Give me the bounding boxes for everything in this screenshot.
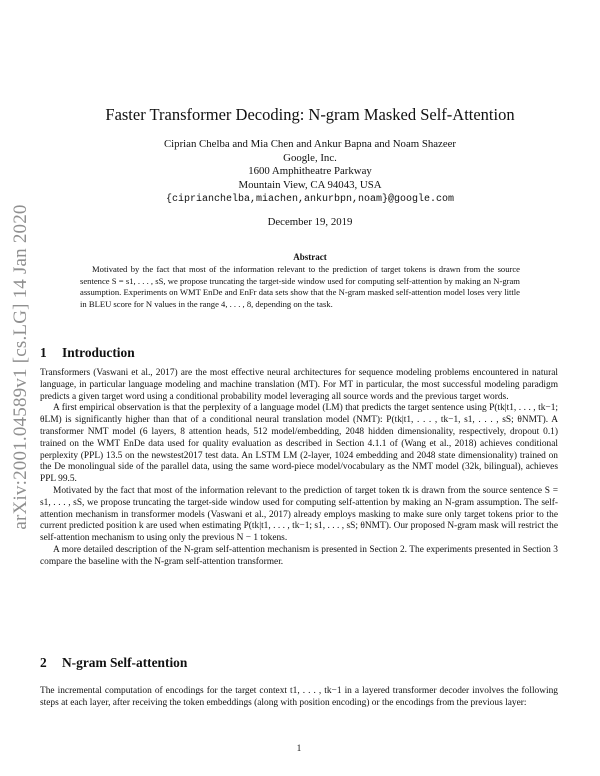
section-number: 1: [40, 345, 47, 360]
abstract-text: Motivated by the fact that most of the information relevant to the prediction of target tokens is drawn from the source sentence S = s1, . . . , sS, we propose truncating the target-side window used for computing self-attention by making an N-gram assumption. Experiments on WMT EnDe and EnFr data sets show that the N-gram masked self-attention model loses very little in BLEU score for N values in the range 4, . . . , 8, depending on the task.: [80, 264, 520, 309]
author-emails: {ciprianchelba,miachen,ankurbpn,noam}@google.com: [165, 193, 455, 205]
section-2-heading: [40, 655, 187, 671]
section-1-body: [40, 368, 558, 569]
section-title: Introduction: [62, 345, 135, 360]
author-address-line-2: Mountain View, CA 94043, USA: [238, 179, 382, 192]
arxiv-identifier-stamp: [8, 192, 34, 542]
author-block: [40, 138, 580, 207]
author-affiliation: Google, Inc.: [283, 151, 337, 164]
author-address-line-1: 1600 Amphitheatre Parkway: [248, 165, 372, 178]
paper-title: Faster Transformer Decoding: N-gram Masked Self-Attention: [105, 105, 515, 124]
section-number: 2: [40, 655, 47, 670]
paragraph: A first empirical observation is that the perplexity of a language model (LM) that predicts the target sentence using P(tk|t1, . . . , tk−1; θLM) is significantly higher than that of a conditional neural translation model (NMT): P(tk|t1, . . . , tk−1, s1, . . . , sS; θNMT). A transformer NMT model (6 layers, 8 attention heads, 512 model/embedding, 2048 hidden dimensionality, respectively, dropout 0.1) trained on the WMT EnDe data used for quality evaluation as described in Section 4.1.1 of (Wang et al., 2018) achieves conditional perplexity (PPL) 13.5 on the newstest2017 test data. An LSTM LM (2-layer, 1024 embedding and 2048 state dimensionality) trained on the De monolingual side of the parallel data, using the same word-piece model/vocabulary as the NMT model (32k, bilingual), achieves PPL 99.5.: [40, 403, 558, 485]
paragraph: Motivated by the fact that most of the information relevant to the prediction of target token tk is drawn from the source sentence S = s1, . . . , sS, we propose truncating the target-side window used for computing self-attention by making an N-gram assumption. The self-attention mechanism in transformer models (Vaswani et al., 2017) already employs masking to make sure only target tokens prior to the current predicted position k are used when estimating P(tk|t1, . . . , tk−1; s1, . . . , sS; θNMT). Our proposed N-gram mask will restrict the self-attention mechanism to using only the previous N − 1 tokens.: [40, 485, 558, 544]
section-2-body: [40, 686, 558, 710]
section-title: N-gram Self-attention: [62, 655, 188, 670]
section-1-heading: [40, 345, 135, 361]
paragraph: Transformers (Vaswani et al., 2017) are the most effective neural architectures for sequence modeling problems encountered in natural language, in particular language modeling and machine translation (MT). For MT in particular, the most successful modeling paradigm predicts a given target word using a conditional probability model leveraging all source words and the previous target words.: [40, 368, 558, 402]
page-number: 1: [296, 744, 302, 754]
paper-date: December 19, 2019: [267, 216, 353, 228]
paragraph: The incremental computation of encodings for the target context t1, . . . , tk−1 in a layered transformer decoder involves the following steps at each layer, after receiving the token embeddings (along with position encoding) or the encodings from the previous layer:: [40, 686, 558, 708]
paragraph: A more detailed description of the N-gram self-attention mechanism is presented in Section 2. The experiments presented in Section 3 compare the baseline with the N-gram self-attention transformer.: [40, 544, 558, 567]
author-names: Ciprian Chelba and Mia Chen and Ankur Bapna and Noam Shazeer: [163, 138, 457, 150]
arxiv-identifier-text: arXiv:2001.04589v1 [cs.LG] 14 Jan 2020: [10, 204, 31, 530]
abstract-heading: Abstract: [293, 252, 327, 262]
